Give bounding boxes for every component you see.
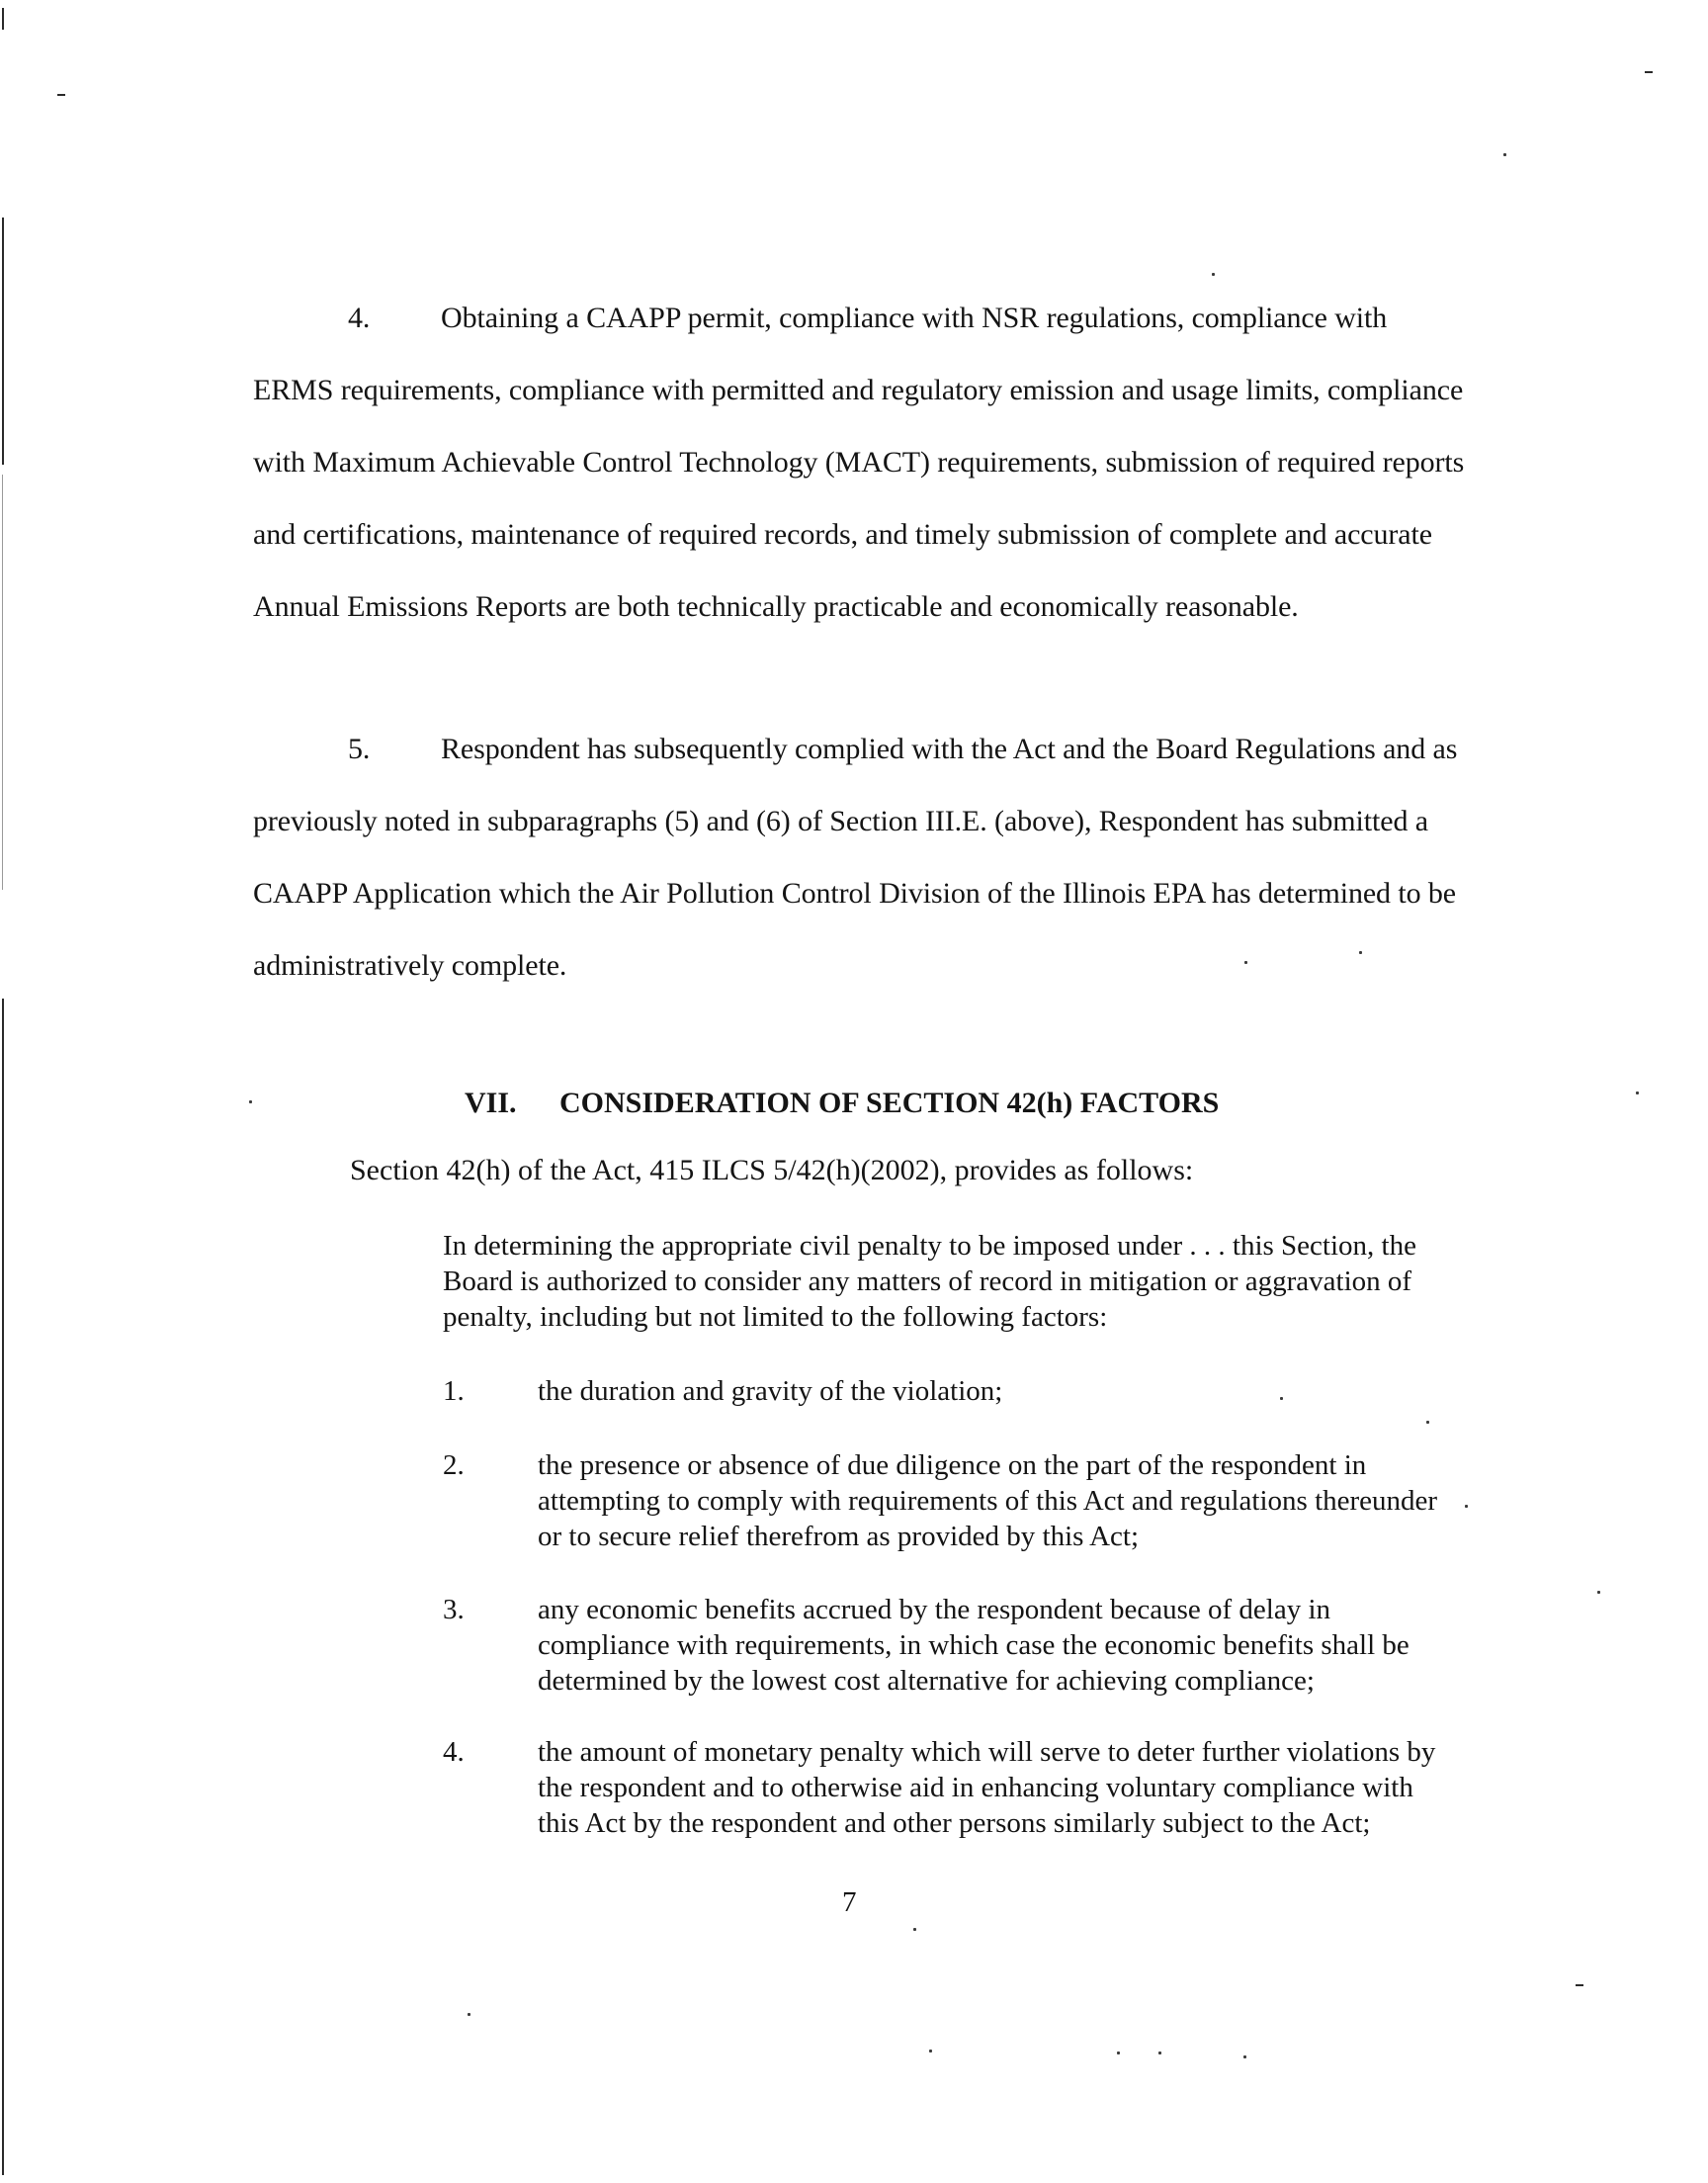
section-title: CONSIDERATION OF SECTION 42(h) FACTORS [559,1087,1220,1119]
scan-speck [1158,2052,1161,2054]
factor-item [443,1447,1461,1554]
factor-text: the presence or absence of due diligence on the part of the respondent in attempting to comply with requirements of this Act and regulations thereunder or to secure relief therefrom as provided by this Act; [538,1449,1438,1552]
section-number: VII. [465,1087,517,1119]
paragraph-4 [253,282,1469,643]
scan-edge-line [2,475,3,890]
scan-edge-line [2,999,4,2175]
scan-edge-line [57,94,65,96]
scan-speck [1117,2052,1120,2054]
scan-speck [1503,153,1506,156]
factor-number: 3. [443,1594,465,1625]
factor-text: the duration and gravity of the violation; [538,1375,1003,1407]
paragraph-5 [253,713,1469,1002]
paragraph-text: Respondent has subsequently complied with the Act and the Board Regulations and as previously noted in subparagraphs (5) and (6) of Section III.E. (above), Respondent has submitted a CAAPP Application which the Air Pollution Control Division of the Illinois EPA has determined to be administratively complete. [253,733,1458,982]
scan-speck [249,1100,252,1103]
scan-speck [1426,1421,1429,1424]
scan-speck [929,2050,932,2052]
scan-edge-line [2,218,4,465]
factor-item [443,1373,1461,1409]
factor-number: 4. [443,1736,465,1768]
factor-item [443,1592,1461,1699]
factor-number: 1. [443,1375,465,1407]
paragraph-number: 4. [348,302,371,334]
scan-edge-line [1645,71,1653,73]
scan-speck [1212,273,1215,276]
factor-text: the amount of monetary penalty which will serve to deter further violations by the respondent and to otherwise aid in enhancing voluntary compliance with this Act by the respondent and other persons similarly subject to the Act; [538,1736,1436,1839]
scan-edge-line [2,8,4,30]
page-number: 7 [842,1886,857,1918]
scan-speck [468,2013,470,2016]
section-intro: Section 42(h) of the Act, 415 ILCS 5/42(h)(2002), provides as follows: [350,1154,1194,1186]
scan-edge-line [1576,1984,1583,1986]
factor-text: any economic benefits accrued by the respondent because of delay in compliance with requirements, in which case the economic benefits shall be determined by the lowest cost alternative for achieving compliance; [538,1594,1409,1697]
paragraph-number: 5. [348,733,371,765]
paragraph-text: Obtaining a CAAPP permit, compliance with NSR regulations, compliance with ERMS requirements, compliance with permitted and regulatory emission and usage limits, compliance with Maximum Achievable Control Technology (MACT) requirements, submission of required reports and certifications, maintenance of required records, and timely submission of complete and accurate Annual Emissions Reports are both technically practicable and economically reasonable. [253,302,1465,623]
scan-speck [913,1928,916,1931]
statute-quote: In determining the appropriate civil penalty to be imposed under . . . this Section, the Board is authorized to consider any matters of record in mitigation or aggravation of penalty, including but not limited to the following factors: [443,1230,1416,1333]
scan-speck [1465,1505,1468,1508]
scan-speck [1243,2055,1246,2058]
factor-number: 2. [443,1449,465,1481]
scan-speck [1636,1092,1639,1094]
scan-speck [1597,1591,1600,1594]
factor-item [443,1734,1461,1841]
section-heading [465,1084,1219,1123]
